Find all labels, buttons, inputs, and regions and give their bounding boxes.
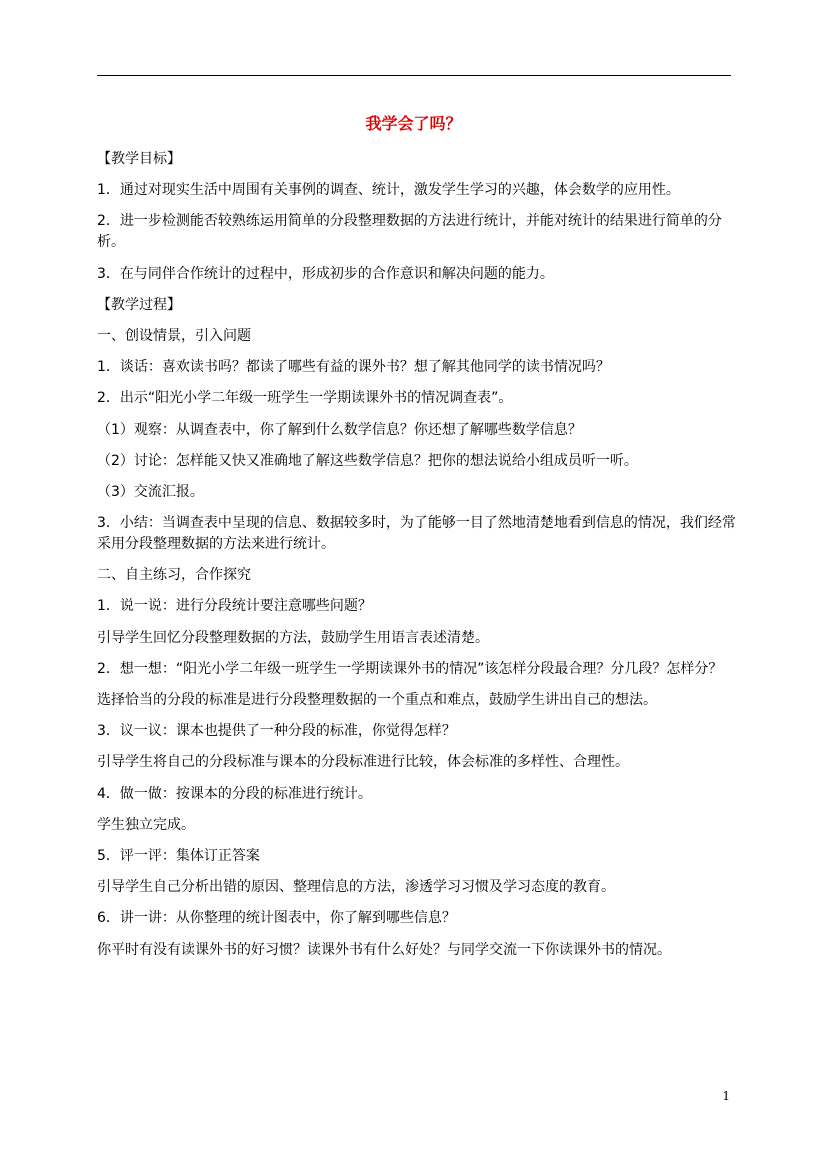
section-heading-goals: 【教学目标】 (97, 151, 181, 167)
paragraph: （1）观察：从调查表中，你了解到什么数学信息？你还想了解哪些数学信息？ (97, 421, 582, 438)
goal-item: 2．进一步检测能否较熟练运用简单的分段整理数据的方法进行统计，并能对统计的结果进行简单的分析。 (97, 213, 722, 251)
part2-heading: 二、自主练习，合作探究 (97, 567, 251, 584)
paragraph: 引导学生自己分析出错的原因、整理信息的方法，渗透学习习惯及学习态度的教育。 (97, 879, 615, 896)
paragraph: 3．小结：当调查表中呈现的信息、数据较多时，为了能够一目了然地清楚地看到信息的情况，我们经常采用分段整理数据的方法来进行统计。 (97, 515, 736, 553)
paragraph: 6．讲一讲：从你整理的统计图表中，你了解到哪些信息？ (97, 910, 456, 927)
paragraph: 4．做一做：按课本的分段的标准进行统计。 (97, 785, 372, 802)
paragraph: （3）交流汇报。 (97, 483, 204, 500)
paragraph: 2．出示“阳光小学二年级一班学生一学期读课外书的情况调查表”。 (97, 390, 513, 407)
paragraph: 2．想一想：“阳光小学二年级一班学生一学期读课外书的情况”该怎样分段最合理？分几段？怎样分？ (97, 660, 723, 677)
paragraph: 你平时有没有读课外书的好习惯？读课外书有什么好处？与同学交流一下你读课外书的情况。 (97, 941, 671, 958)
goal-item: 3．在与同伴合作统计的过程中，形成初步的合作意识和解决问题的能力。 (97, 265, 554, 282)
paragraph: 1．谈话：喜欢读书吗？都读了哪些有益的课外书？想了解其他同学的读书情况吗？ (97, 359, 610, 376)
document-body (97, 149, 737, 971)
goal-item: 1．通过对现实生活中周围有关事例的调查、统计，激发学生学习的兴趣，体会数学的应用性。 (97, 182, 680, 199)
page-number: 1 (722, 1089, 730, 1103)
paragraph: 引导学生将自己的分段标准与课本的分段标准进行比较，体会标准的多样性、合理性。 (97, 754, 629, 771)
paragraph: （2）讨论：怎样能又快又准确地了解这些数学信息？把你的想法说给小组成员听一听。 (97, 452, 638, 469)
header-rule (97, 75, 731, 76)
paragraph: 3．议一议：课本也提供了一种分段的标准，你觉得怎样？ (97, 723, 456, 740)
document-title: 我学会了吗？ (365, 114, 462, 133)
paragraph: 选择恰当的分段的标准是进行分段整理数据的一个重点和难点，鼓励学生讲出自己的想法。 (97, 692, 657, 708)
paragraph: 5．评一评：集体订正答案 (97, 847, 260, 864)
paragraph: 引导学生回忆分段整理数据的方法，鼓励学生用语言表述清楚。 (97, 629, 489, 646)
paragraph: 1．说一说：进行分段统计要注意哪些问题？ (97, 598, 372, 615)
section-heading-process: 【教学过程】 (97, 296, 181, 313)
paragraph: 学生独立完成。 (97, 816, 195, 833)
part1-heading: 一、创设情景，引入问题 (97, 327, 251, 344)
